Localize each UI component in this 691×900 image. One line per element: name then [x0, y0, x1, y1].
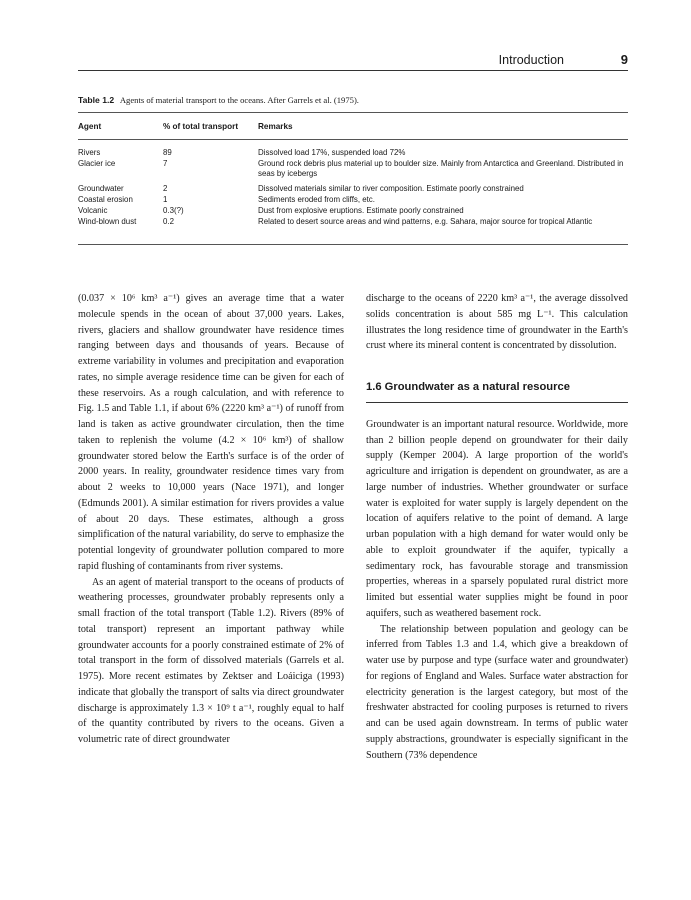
body-paragraph: The relationship between population and geology can be inferred from Tables 1.3 and 1.4, which give a breakdown of water use by purpose and type (surface water and groundwater) for regions of England and Wales. Surface water abstraction for electricity generation is the largest category, but most of the freshwater abstracted for cooling purposes is returned to rivers and can be used again downstream. In terms of public water supply abstractions, groundwater is especially significant in the Southern (73% dependence — [366, 623, 628, 761]
table-bottom-rule — [78, 244, 628, 245]
column-header-percent: % of total transport — [163, 122, 239, 131]
cell-agent: Wind-blown dust — [78, 217, 137, 226]
cell-agent: Groundwater — [78, 184, 124, 193]
cell-percent: 2 — [163, 184, 168, 193]
column-header-remarks: Remarks — [258, 122, 293, 131]
column-header-agent: Agent — [78, 122, 102, 131]
cell-remarks: Related to desert source areas and wind patterns, e.g. Sahara, major source for tropical Atlantic — [258, 217, 593, 226]
body-paragraph: As an agent of material transport to the oceans of products of weathering processes, groundwater probably represents only a small fraction of the total transport (Table 1.2). Rivers (89% of total transport) represent an important pathway while groundwater accounts for a poorly constrained estimate of 2% of total transport in the form of dissolved materials (Garrels et al. 1975). More recent estimates by Zektser and Loáiciga (1993) indicate that globally the transport of salts via direct groundwater discharge is approximately 1.3 × 10⁹ t a⁻¹, roughly equal to half of the quantity contributed by rivers to the oceans. Given a volumetric rate of direct groundwater — [78, 576, 344, 745]
right-column — [366, 291, 628, 763]
cell-remarks: Sediments eroded from cliffs, etc. — [258, 195, 375, 204]
cell-percent: 0.3(?) — [163, 206, 184, 215]
cell-agent: Volcanic — [78, 206, 108, 215]
cell-percent: 0.2 — [163, 217, 174, 226]
body-paragraph: Groundwater is an important natural resource. Worldwide, more than 2 billion people depend on groundwater for their daily supply (Kemper 2004). A large proportion of the world's agriculture and irrigation is dependent on groundwater, as are a large number of industries. Whether groundwater or surface water is exploited for water supply is largely dependent on the location of aquifers relative to the point of demand. A large urban population with a high demand for water would only be able to exploit groundwater if the aquifer, typically a sedimentary rock, has favourable storage and transmission properties, whereas in a sparsely populated rural district more limited but essential water supplies might be found in poor aquifers, such as weathered basement rock. — [366, 418, 628, 619]
cell-agent: Glacier ice — [78, 158, 116, 168]
section-heading: 1.6 Groundwater as a natural resource — [366, 380, 628, 403]
cell-percent: 1 — [163, 195, 168, 204]
cell-agent: Coastal erosion — [78, 195, 133, 204]
cell-remarks: Dust from explosive eruptions. Estimate poorly constrained — [258, 206, 464, 215]
table-caption-text: Agents of material transport to the oceans. After Garrels et al. (1975). — [119, 95, 359, 105]
table-header-row — [78, 113, 628, 139]
cell-remarks: Dissolved load 17%, suspended load 72% — [258, 148, 406, 157]
running-header-title: Introduction — [498, 53, 564, 67]
body-paragraph: (0.037 × 10⁶ km³ a⁻¹) gives an average time that a water molecule spends in the ocean of about 37,000 years. Lakes, rivers, glaciers and shallow groundwater have residence times ranging between days and thousands of years. Because of extreme variability in volumes and precipitation and evaporation rates, no simple average residence time can be given for each of these reservoirs. As a rough calculation, and with reference to Fig. 1.5 and Table 1.1, if about 6% (2220 km³ a⁻¹) of runoff from land is taken as active groundwater circulation, then the time taken to replenish the volume (4.2 × 10⁶ km³) of shallow groundwater stored below the Earth's surface is of the order of 2000 years. In reality, groundwater residence times vary from about 2 weeks to 10,000 years (Nace 1971), and longer (Edmunds 2001). A similar estimation for rivers provides a value of about 20 days. These estimates, although a gross simplification of the natural variability, do serve to emphasize the potential longevity of groundwater pollution compared to more rapid flushing of contaminants from river systems. — [78, 293, 344, 572]
cell-percent: 7 — [163, 158, 168, 168]
cell-percent: 89 — [163, 148, 172, 157]
page-number: 9 — [620, 52, 628, 67]
running-header — [78, 52, 628, 71]
cell-remarks: Dissolved materials similar to river composition. Estimate poorly constrained — [258, 184, 524, 193]
cell-remarks: Ground rock debris plus material up to boulder size. Mainly from Antarctica and Greenland. Distributed in seas by icebergs — [258, 158, 624, 178]
table-caption — [78, 95, 359, 105]
cell-agent: Rivers — [78, 148, 101, 157]
table-body — [78, 140, 628, 244]
left-column — [78, 291, 344, 748]
table-label: Table 1.2 — [78, 95, 115, 105]
transport-table — [78, 112, 628, 245]
body-paragraph: discharge to the oceans of 2220 km³ a⁻¹, the average dissolved solids concentration is about 585 mg L⁻¹. This calculation illustrates the long residence time of groundwater in the Earth's crust where its mineral content is concentrated by dissolution. — [366, 293, 628, 352]
